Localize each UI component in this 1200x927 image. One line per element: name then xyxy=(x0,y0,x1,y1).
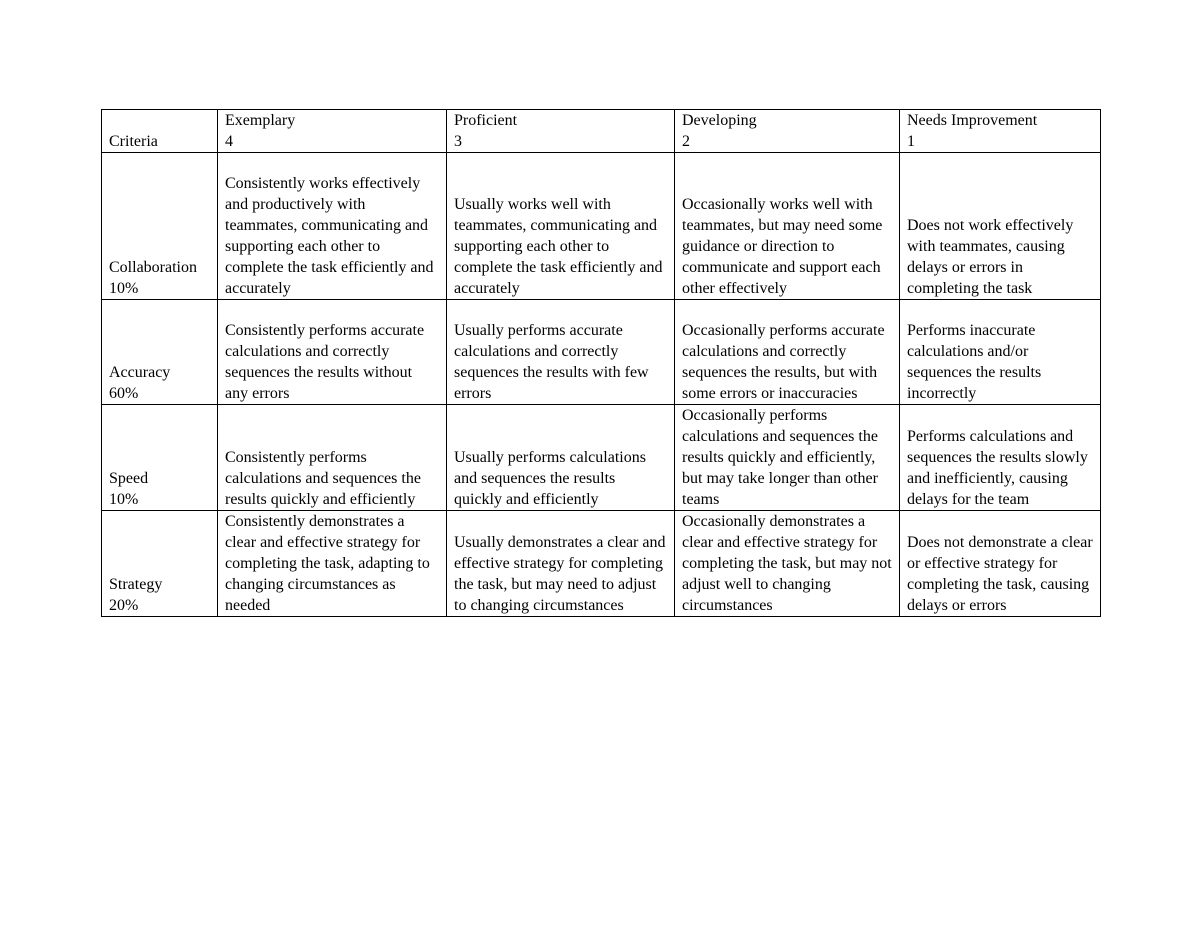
rubric-cell-exemplary: Consistently performs calculations and sequences the results quickly and efficiently xyxy=(218,405,447,511)
table-row-speed xyxy=(102,405,1101,511)
level-header-needs-improvement xyxy=(900,110,1101,153)
level-score: 3 xyxy=(454,133,462,150)
level-name: Needs Improvement xyxy=(907,112,1038,129)
rubric-cell-proficient: Usually works well with teammates, communicating and supporting each other to complete the task efficiently and accurately xyxy=(447,153,675,300)
level-name: Exemplary xyxy=(225,112,296,129)
rubric-cell-developing: Occasionally demonstrates a clear and effective strategy for completing the task, but may not adjust well to changing circumstances xyxy=(675,511,900,617)
criterion-cell xyxy=(102,511,218,617)
criterion-cell xyxy=(102,300,218,405)
rubric-cell-needs-improvement: Performs calculations and sequences the results slowly and inefficiently, causing delays for the team xyxy=(900,405,1101,511)
criteria-header: Criteria xyxy=(102,110,218,153)
rubric-cell-proficient: Usually performs calculations and sequences the results quickly and efficiently xyxy=(447,405,675,511)
level-header-proficient xyxy=(447,110,675,153)
rubric-cell-developing: Occasionally works well with teammates, but may need some guidance or direction to communicate and support each other effectively xyxy=(675,153,900,300)
level-name: Developing xyxy=(682,112,757,129)
level-header-exemplary xyxy=(218,110,447,153)
rubric-cell-needs-improvement: Does not work effectively with teammates, causing delays or errors in completing the task xyxy=(900,153,1101,300)
rubric-cell-proficient: Usually demonstrates a clear and effective strategy for completing the task, but may need to adjust to changing circumstances xyxy=(447,511,675,617)
criterion-cell xyxy=(102,153,218,300)
rubric-cell-needs-improvement: Performs inaccurate calculations and/or sequences the results incorrectly xyxy=(900,300,1101,405)
rubric-cell-developing: Occasionally performs accurate calculations and correctly sequences the results, but with some errors or inaccuracies xyxy=(675,300,900,405)
criterion-name: Collaboration xyxy=(109,259,197,276)
criterion-weight: 60% xyxy=(109,385,139,402)
rubric-table xyxy=(101,109,1101,617)
rubric-cell-needs-improvement: Does not demonstrate a clear or effective strategy for completing the task, causing delays or errors xyxy=(900,511,1101,617)
level-score: 4 xyxy=(225,133,233,150)
criterion-name: Accuracy xyxy=(109,364,171,381)
criterion-weight: 10% xyxy=(109,280,139,297)
rubric-cell-exemplary: Consistently works effectively and productively with teammates, communicating and supporting each other to complete the task efficiently and accurately xyxy=(218,153,447,300)
rubric-cell-exemplary: Consistently demonstrates a clear and effective strategy for completing the task, adapting to changing circumstances as needed xyxy=(218,511,447,617)
level-score: 1 xyxy=(907,133,915,150)
table-row-accuracy xyxy=(102,300,1101,405)
level-header-developing xyxy=(675,110,900,153)
header-row xyxy=(102,110,1101,153)
criterion-cell xyxy=(102,405,218,511)
criterion-name: Speed xyxy=(109,470,149,487)
table-row-collaboration xyxy=(102,153,1101,300)
rubric-cell-proficient: Usually performs accurate calculations and correctly sequences the results with few errors xyxy=(447,300,675,405)
criterion-weight: 10% xyxy=(109,491,139,508)
level-name: Proficient xyxy=(454,112,518,129)
criterion-weight: 20% xyxy=(109,597,139,614)
table-row-strategy xyxy=(102,511,1101,617)
criterion-name: Strategy xyxy=(109,576,163,593)
level-score: 2 xyxy=(682,133,690,150)
rubric-cell-exemplary: Consistently performs accurate calculations and correctly sequences the results without any errors xyxy=(218,300,447,405)
rubric-cell-developing: Occasionally performs calculations and sequences the results quickly and efficiently, but may take longer than other teams xyxy=(675,405,900,511)
